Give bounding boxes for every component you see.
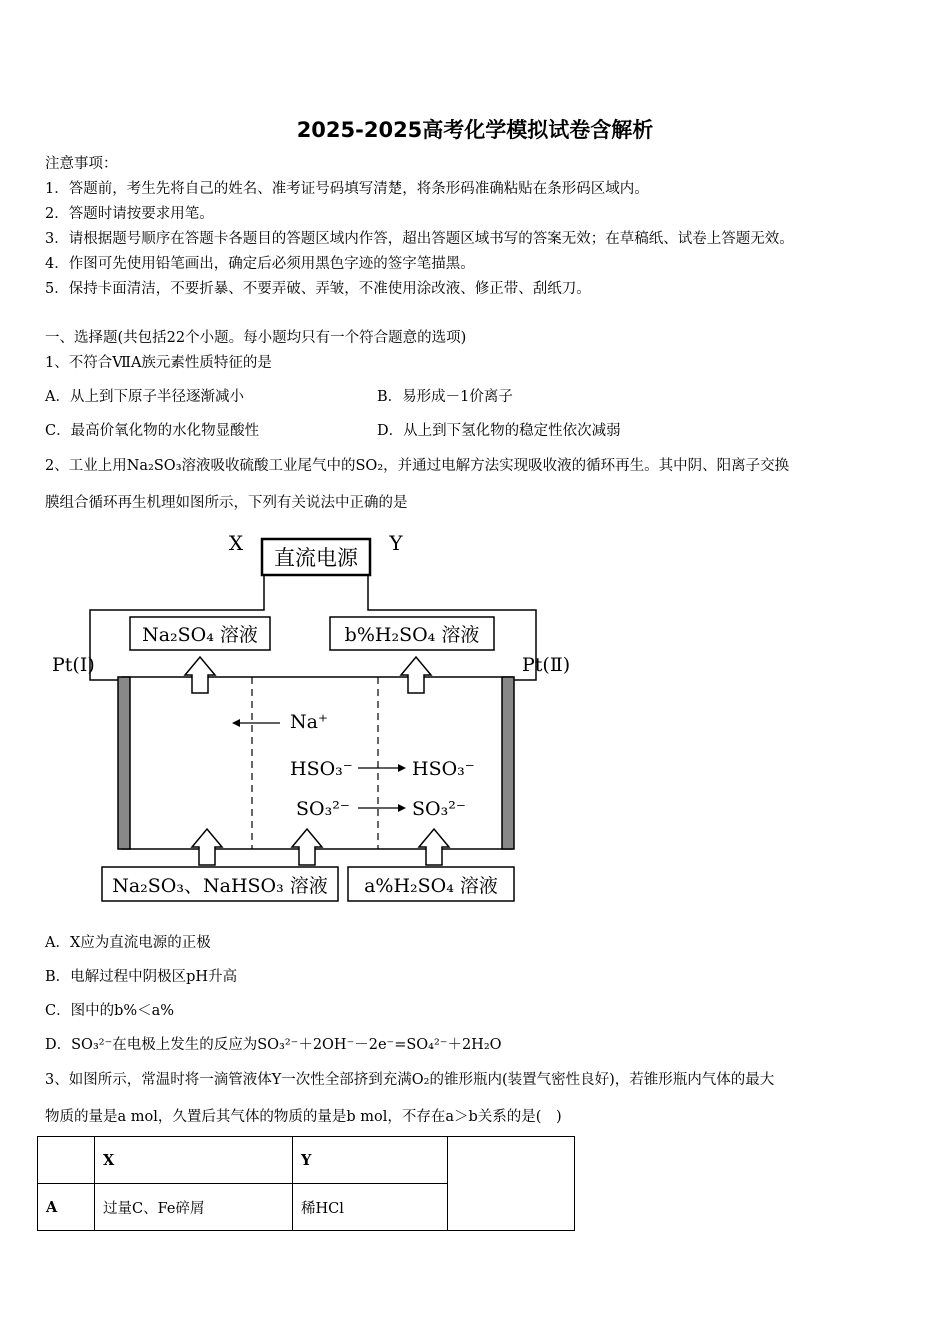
notice-item: 3．请根据题号顺序在答题卡各题目的答题区域内作答，超出答题区域书写的答案无效；在草稿纸、试卷上答题无效。 [45,231,794,247]
x-terminal-label: X [228,531,244,555]
table-cell: A [38,1184,95,1231]
q3-stem-line1: 3、如图所示，常温时将一滴管液体Y一次性全部挤到充满O₂的锥形瓶内(装置气密性良好)，若锥形瓶内气体的最大 [45,1072,775,1088]
table-header-cell: X [95,1137,293,1184]
ion-hso3-right: HSO₃⁻ [412,758,475,780]
section-heading: 一、选择题(共包括22个小题。每小题均只有一个符合题意的选项) [45,330,467,346]
table-header-row [38,1137,575,1184]
q2-stem-line1: 2、工业上用Na₂SO₃溶液吸收硫酸工业尾气中的SO₂，并通过电解方法实现吸收液的循环再生。其中阴、阳离子交换 [45,458,790,474]
right-electrode-label: Pt(Ⅱ) [522,654,571,676]
top-left-solution-label: Na₂SO₄ 溶液 [142,624,258,646]
q1-stem: 1、不符合ⅦA族元素性质特征的是 [45,355,272,371]
so3-arrow [398,804,406,812]
notice-item: 2．答题时请按要求用笔。 [45,206,214,222]
left-electrode [118,677,130,849]
ion-so3-left: SO₃²⁻ [296,798,350,820]
left-electrode-label: Pt(Ⅰ) [52,654,95,676]
ion-na-label: Na⁺ [290,711,328,733]
outlet-arrow-left [185,657,215,693]
na-arrow [232,719,240,727]
inlet-arrow-left-1 [192,829,222,865]
ion-hso3-left: HSO₃⁻ [290,758,353,780]
bottom-left-solution-label: Na₂SO₃、NaHSO₃ 溶液 [112,875,328,897]
table-header-cell: Y [293,1137,448,1184]
notice-item: 4．作图可先使用铅笔画出，确定后必须用黑色字迹的签字笔描黑。 [45,256,475,272]
table-cell: 过量C、Fe碎屑 [95,1184,293,1231]
inlet-arrow-right [419,829,449,865]
q3-stem-line2: 物质的量是a mol，久置后其气体的物质的量是b mol，不存在a＞b关系的是( ) [45,1109,562,1125]
q1-option-b: B．易形成－1价离子 [377,389,513,405]
q2-stem-line2: 膜组合循环再生机理如图所示，下列有关说法中正确的是 [45,495,408,511]
q2-option-d: D．SO₃²⁻在电极上发生的反应为SO₃²⁻＋2OH⁻－2e⁻=SO₄²⁻＋2H₂O [45,1037,502,1053]
notice-item: 5．保持卡面清洁，不要折暴、不要弄破、弄皱，不准使用涂改液、修正带、刮纸刀。 [45,281,591,297]
table-empty-cell [448,1137,575,1231]
table-cell: 稀HCl [293,1184,448,1231]
q1-option-c: C．最高价氧化物的水化物显酸性 [45,423,260,439]
q1-option-a: A．从上到下原子半径逐渐减小 [45,389,244,405]
outlet-arrow-right [401,657,431,693]
q2-option-c: C．图中的b%＜a% [45,1003,175,1019]
notice-heading: 注意事项： [45,156,118,172]
electrolysis-diagram [40,525,600,910]
inlet-arrow-left-2 [292,829,322,865]
y-terminal-label: Y [389,531,403,555]
q3-table [37,1136,575,1231]
page-title: 2025-2025高考化学模拟试卷含解析 [296,118,654,142]
ion-so3-right: SO₃²⁻ [412,798,466,820]
table-header-cell [38,1137,95,1184]
power-supply-label: 直流电源 [274,546,358,570]
top-right-solution-label: b%H₂SO₄ 溶液 [344,624,480,646]
hso3-arrow [398,764,406,772]
q2-option-b: B．电解过程中阴极区pH升高 [45,969,238,985]
notice-item: 1．答题前，考生先将自己的姓名、准考证号码填写清楚，将条形码准确粘贴在条形码区域内。 [45,181,649,197]
q2-option-a: A．X应为直流电源的正极 [45,935,211,951]
q1-option-d: D．从上到下氢化物的稳定性依次减弱 [377,423,621,439]
bottom-right-solution-label: a%H₂SO₄ 溶液 [364,875,498,897]
right-electrode [502,677,514,849]
